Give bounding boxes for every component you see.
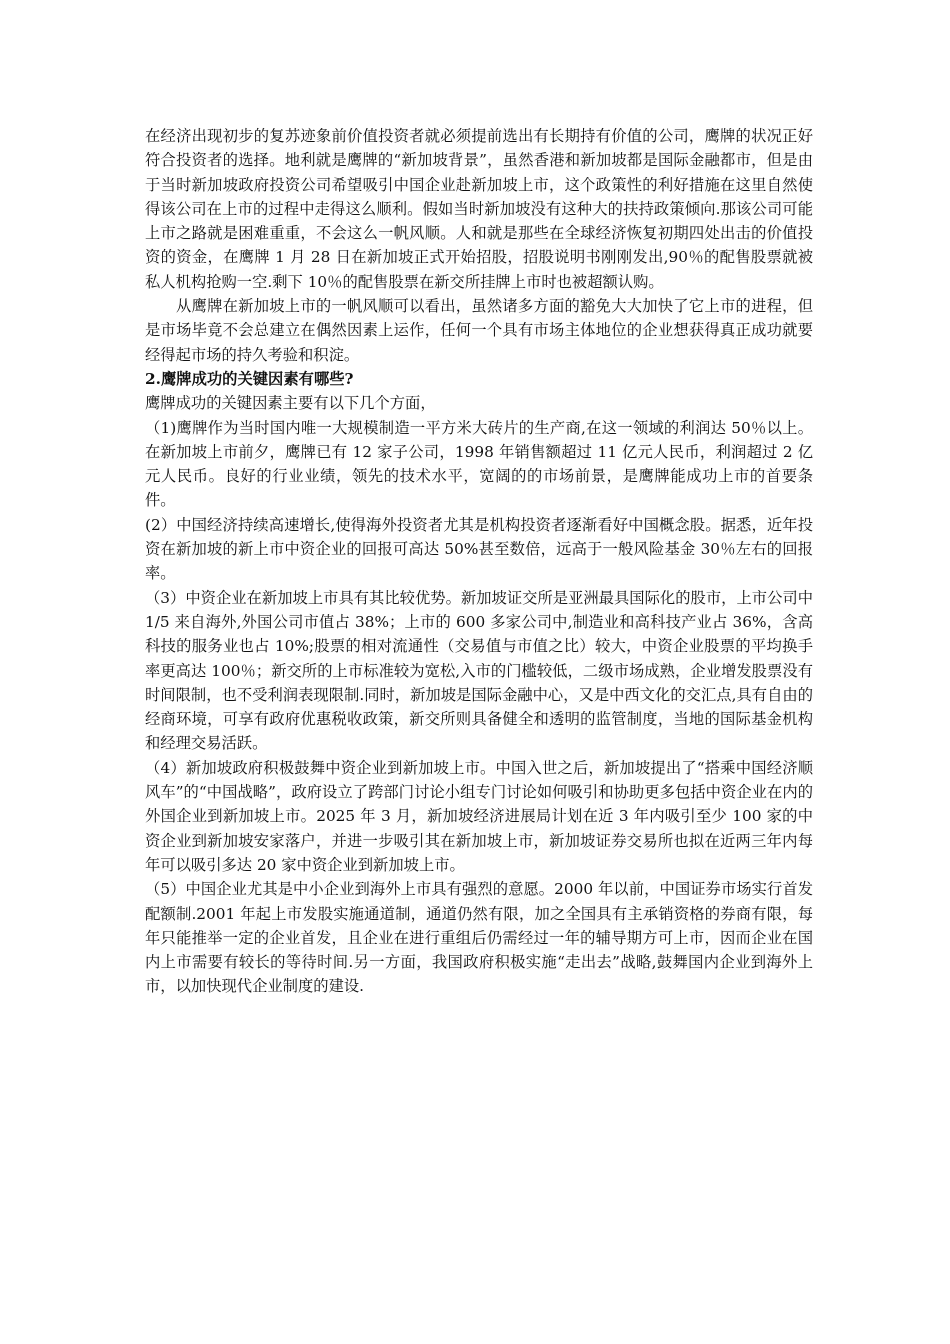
paragraph-intro: 鹰牌成功的关键因素主要有以下几个方面， [145, 394, 436, 413]
paragraph-conclusion: 从鹰牌在新加坡上市的一帆风顺可以看出，虽然诸多方面的豁免大大加快了它上市的进程，但是市场毕竟不会总建立在偶然因素上运作，任何一个具有市场主体地位的企业想获得真正成功就要经得起市场的持久考验和积淀。 [145, 297, 813, 364]
paragraph-factor-4: （4）新加坡政府积极鼓舞中资企业到新加坡上市。中国入世之后，新加坡提出了“搭乘中国经济顺风车”的“中国战略”，政府设立了跨部门讨论小组专门讨论如何吸引和协助更多包括中资企业在内的外国企业到新加坡上市。2025 年 3 月，新加坡经济进展局计划在近 3 年内吸引至少 100 家的中资企业到新加坡安家落户，并进一步吸引其在新加坡上市，新加坡证券交易所也拟在近两三年内每年可以吸引多达 20 家中资企业到新加坡上市。 [145, 758, 813, 874]
paragraph-factor-2: (2）中国经济持续高速增长,使得海外投资者尤其是机构投资者逐渐看好中国概念股。据悉，近年投资在新加坡的新上市中资企业的回报可高达 50%甚至数倍，远高于一般风险基金 30％左右的回报率。 [145, 515, 813, 583]
section-heading: 2.鹰牌成功的关键因素有哪些? [145, 369, 354, 388]
paragraph-factor-1: （1)鹰牌作为当时国内唯一大规模制造一平方米大砖片的生产商,在这一领域的利润达 50％以上。在新加坡上市前夕，鹰牌已有 12 家子公司，1998 年销售额超过 11 亿元人民币，利润超过 2 亿元人民币。良好的行业业绩，领先的技术水平，宽阔的的市场前景，是鹰牌能成功上市的首要条件。 [145, 418, 813, 510]
document-body [145, 124, 813, 999]
paragraph-factor-5: （5）中国企业尤其是中小企业到海外上市具有强烈的意愿。2000 年以前，中国证券市场实行首发配额制.2001 年起上市发股实施通道制，通道仍然有限，加之全国具有主承销资格的券商有限，每年只能推举一定的企业首发，且企业在进行重组后仍需经过一年的辅导期方可上市，因而企业在国内上市需要有较长的等待时间.另一方面，我国政府积极实施“走出去”战略,鼓舞国内企业到海外上市，以加快现代企业制度的建设. [145, 880, 813, 996]
paragraph-opening: 在经济出现初步的复苏迹象前价值投资者就必须提前选出有长期持有价值的公司，鹰牌的状况正好符合投资者的选择。地利就是鹰牌的“新加坡背景”，虽然香港和新加坡都是国际金融都市，但是由于当时新加坡政府投资公司希望吸引中国企业赴新加坡上市，这个政策性的利好措施在这里自然使得该公司在上市的过程中走得这么顺利。假如当时新加坡没有这种大的扶持政策倾向.那该公司可能上市之路就是困难重重，不会这么一帆风顺。人和就是那些在全球经济恢复初期四处出击的价值投资的资金，在鹰牌 1 月 28 日在新加坡正式开始招股，招股说明书刚刚发出,90％的配售股票就被私人机构抢购一空.剩下 10％的配售股票在新交所挂牌上市时也被超额认购。 [145, 127, 813, 291]
paragraph-factor-3: （3）中资企业在新加坡上市具有其比较优势。新加坡证交所是亚洲最具国际化的股市，上市公司中 1/5 来自海外,外国公司市值占 38%；上市的 600 多家公司中,制造业和高科技产业占 36%，含高科技的服务业也占 10%;股票的相对流通性（交易值与市值之比）较大，中资企业股票的平均换手率更高达 100％；新交所的上市标准较为宽松,入市的门槛较低，二级市场成熟，企业增发股票没有时间限制，也不受利润表现限制.同时，新加坡是国际金融中心，又是中西文化的交汇点,具有自由的经商环境，可享有政府优惠税收政策，新交所则具备健全和透明的监管制度，当地的国际基金机构和经理交易活跃。 [145, 588, 813, 753]
